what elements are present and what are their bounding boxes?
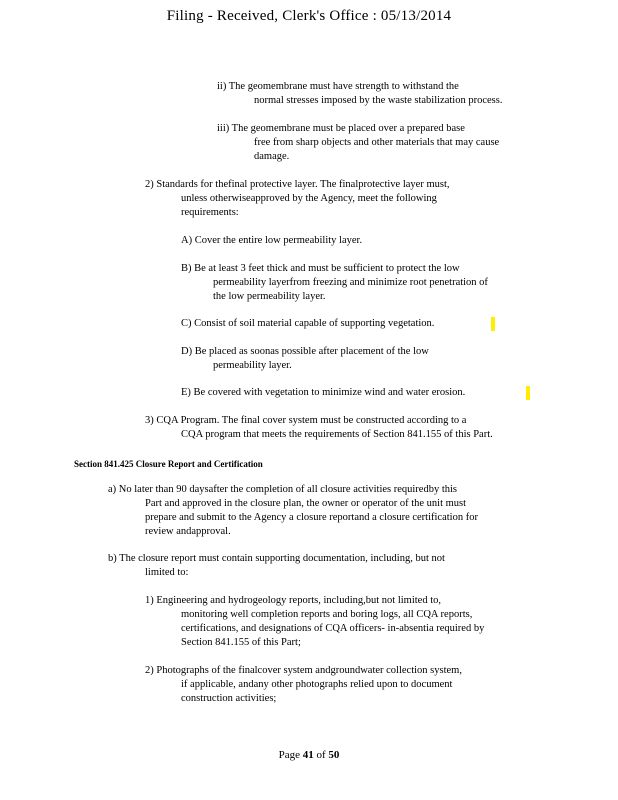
- highlight-mark: [526, 386, 530, 400]
- para-b-line-1: b) The closure report must contain supporting documentation, including, but not: [108, 553, 445, 564]
- page-footer: [0, 749, 618, 761]
- para-a-line-1: a) No later than 90 daysafter the completion of all closure activities requiredby this: [108, 484, 458, 495]
- item-b2-line-3: construction activities;: [181, 693, 277, 704]
- item-iii-line-3: damage.: [254, 151, 290, 162]
- requirement-d-line-2: permeability layer.: [213, 360, 292, 371]
- requirement-d-line-1: D) Be placed as soonas possible after placement of the low: [181, 346, 429, 357]
- requirement-b-line-2: permeability layerfrom freezing and minimize root penetration of: [213, 277, 488, 288]
- page-number: 41: [302, 749, 314, 761]
- para-a-line-4: review andapproval.: [145, 526, 231, 537]
- cqa-program-line-2: CQA program that meets the requirements of Section 841.155 of this Part.: [181, 429, 493, 440]
- item-iii-line-1: iii) The geomembrane must be placed over a prepared base: [217, 123, 465, 134]
- requirement-e: E) Be covered with vegetation to minimize wind and water erosion.: [181, 387, 466, 398]
- standards-line-2: unless otherwiseapproved by the Agency, meet the following: [181, 193, 437, 204]
- cqa-program-line-1: 3) CQA Program. The final cover system must be constructed according to a: [145, 415, 467, 426]
- requirement-b-line-1: B) Be at least 3 feet thick and must be sufficient to protect the low: [181, 263, 460, 274]
- standards-line-1: 2) Standards for thefinal protective layer. The finalprotective layer must,: [145, 179, 450, 190]
- item-b2-line-2: if applicable, andany other photographs relied upon to document: [181, 679, 453, 690]
- para-a-line-3: prepare and submit to the Agency a closure reportand a closure certification for: [145, 512, 478, 523]
- page-label: Page: [278, 749, 300, 761]
- item-ii-line-2: normal stresses imposed by the waste stabilization process.: [254, 95, 503, 106]
- requirement-a: A) Cover the entire low permeability layer.: [181, 235, 363, 246]
- item-b1-line-1: 1) Engineering and hydrogeology reports, including,but not limited to,: [145, 595, 441, 606]
- section-heading: Section 841.425 Closure Report and Certification: [74, 459, 263, 469]
- item-iii-line-2: free from sharp objects and other materials that may cause: [254, 137, 500, 148]
- item-b1-line-4: Section 841.155 of this Part;: [181, 637, 301, 648]
- para-a-line-2: Part and approved in the closure plan, the owner or operator of the unit must: [145, 498, 467, 509]
- page-total: 50: [328, 749, 340, 761]
- highlight-mark: [491, 317, 495, 331]
- page-of: of: [316, 749, 326, 761]
- item-b2-line-1: 2) Photographs of the finalcover system andgroundwater collection system,: [145, 665, 462, 676]
- item-ii-line-1: ii) The geomembrane must have strength to withstand the: [217, 81, 459, 92]
- item-b1-line-2: monitoring well completion reports and boring logs, all CQA reports,: [181, 609, 473, 620]
- requirement-b-line-3: the low permeability layer.: [213, 291, 326, 302]
- requirement-c: C) Consist of soil material capable of supporting vegetation.: [181, 318, 435, 329]
- page-header: Filing - Received, Clerk's Office : 05/13/2014: [166, 8, 452, 24]
- para-b-line-2: limited to:: [145, 567, 189, 578]
- item-b1-line-3: certifications, and designations of CQA officers- in-absentia required by: [181, 623, 485, 634]
- standards-line-3: requirements:: [181, 207, 239, 218]
